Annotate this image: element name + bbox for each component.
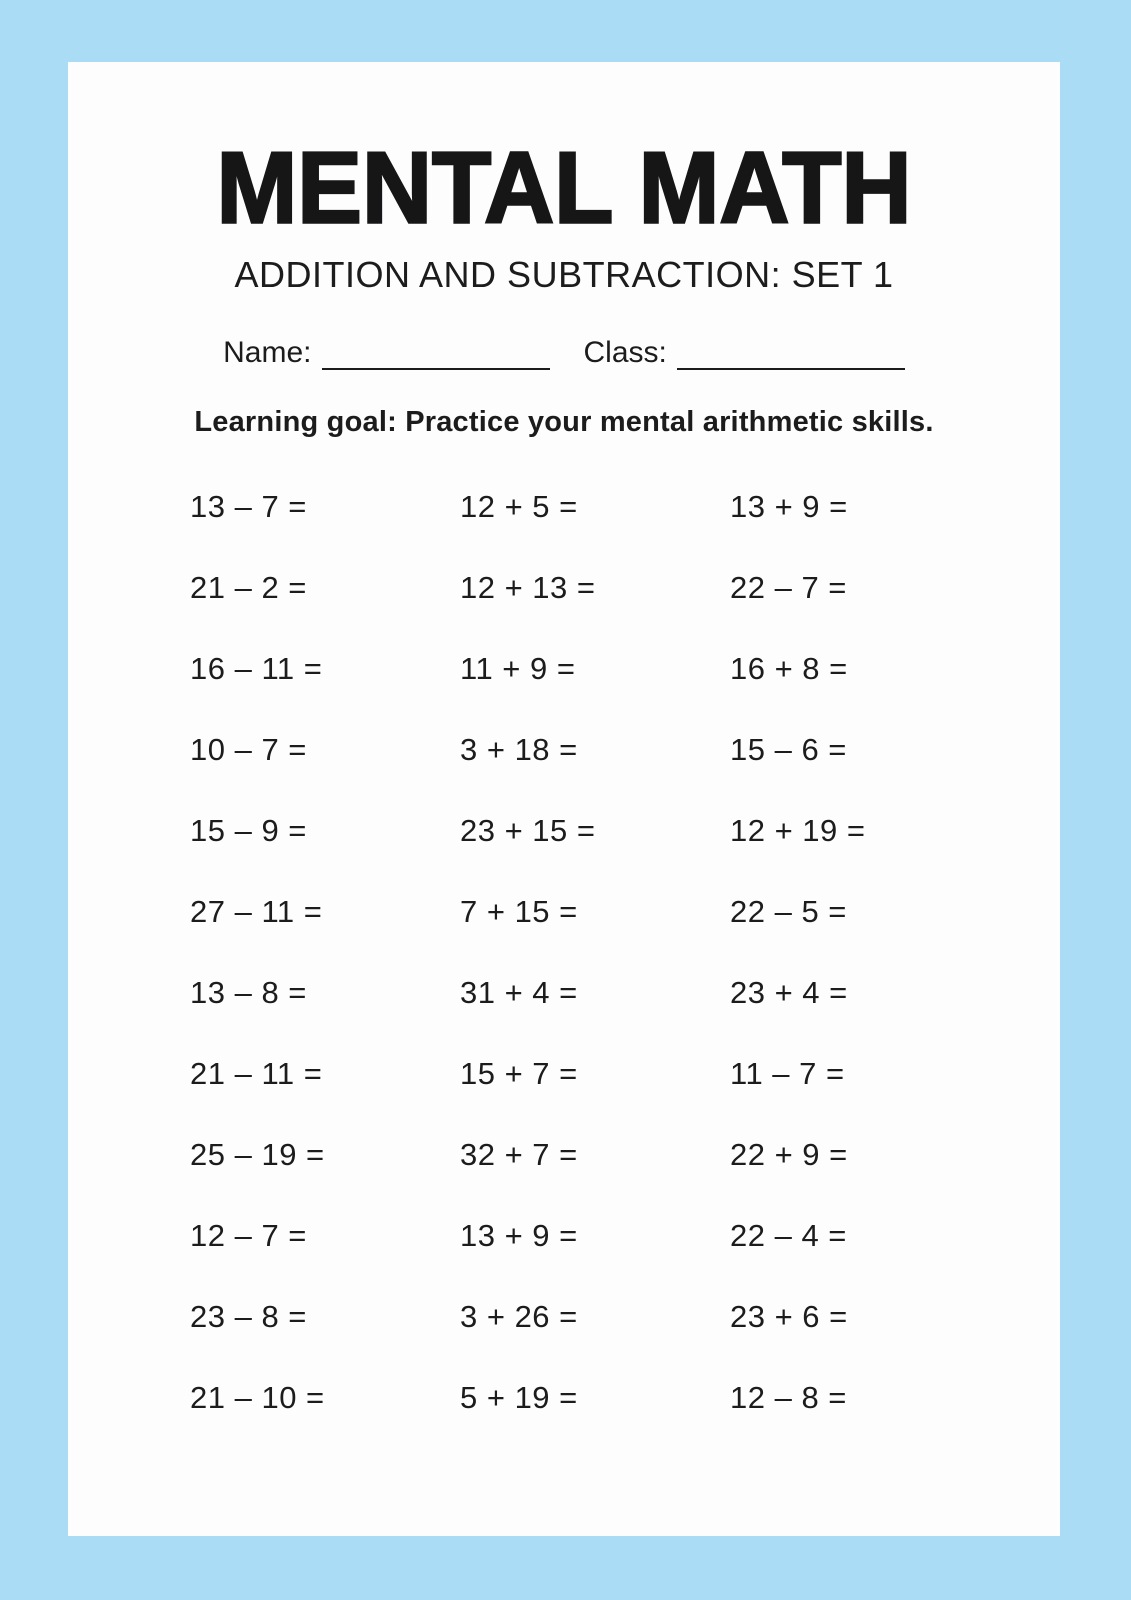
- worksheet-title: MENTAL MATH: [216, 130, 912, 245]
- problem-cell: 31 + 4 =: [460, 975, 578, 1010]
- problem-cell: 23 + 4 =: [730, 975, 848, 1010]
- problem-cell: 22 – 4 =: [730, 1218, 847, 1253]
- problem-cell: 32 + 7 =: [460, 1137, 578, 1172]
- problem-cell: 11 + 9 =: [460, 651, 576, 686]
- worksheet-paper: [68, 62, 1060, 1536]
- problem-cell: 11 – 7 =: [730, 1056, 845, 1091]
- problem-cell: 12 + 13 =: [460, 570, 596, 605]
- problem-cell: 12 + 5 =: [460, 489, 578, 524]
- problem-cell: 12 – 8 =: [730, 1380, 847, 1415]
- problem-cell: 23 + 6 =: [730, 1299, 848, 1334]
- problem-cell: 16 + 8 =: [730, 651, 848, 686]
- problem-cell: 10 – 7 =: [190, 732, 307, 767]
- name-label: Name:: [223, 336, 312, 369]
- problem-cell: 16 – 11 =: [190, 651, 323, 686]
- problem-cell: 25 – 19 =: [190, 1137, 325, 1172]
- problem-cell: 23 + 15 =: [460, 813, 596, 848]
- problem-cell: 13 + 9 =: [460, 1218, 578, 1253]
- problem-cell: 15 + 7 =: [460, 1056, 578, 1091]
- class-blank-line: [677, 336, 905, 370]
- problem-cell: 22 – 7 =: [730, 570, 847, 605]
- problem-cell: 12 – 7 =: [190, 1218, 307, 1253]
- problem-cell: 3 + 26 =: [460, 1299, 578, 1334]
- problem-cell: 5 + 19 =: [460, 1380, 578, 1415]
- problem-cell: 3 + 18 =: [460, 732, 578, 767]
- problem-cell: 27 – 11 =: [190, 894, 323, 929]
- problem-cell: 21 – 2 =: [190, 570, 307, 605]
- problem-cell: 23 – 8 =: [190, 1299, 307, 1334]
- learning-goal: Learning goal: Practice your mental arithmetic skills.: [194, 406, 934, 438]
- problem-cell: 15 – 9 =: [190, 813, 307, 848]
- problem-cell: 22 + 9 =: [730, 1137, 848, 1172]
- problem-cell: 21 – 10 =: [190, 1380, 325, 1415]
- problem-cell: 15 – 6 =: [730, 732, 847, 767]
- name-blank-line: [322, 336, 550, 370]
- problem-cell: 21 – 11 =: [190, 1056, 323, 1091]
- worksheet-subtitle: ADDITION AND SUBTRACTION: SET 1: [234, 254, 894, 295]
- problems-grid: [68, 489, 1060, 1416]
- problem-cell: 13 – 8 =: [190, 975, 307, 1010]
- problem-cell: 22 – 5 =: [730, 894, 847, 929]
- name-class-row: [68, 336, 1060, 370]
- class-label: Class:: [583, 336, 667, 369]
- problem-cell: 13 – 7 =: [190, 489, 307, 524]
- problem-cell: 7 + 15 =: [460, 894, 578, 929]
- problem-cell: 13 + 9 =: [730, 489, 848, 524]
- problem-cell: 12 + 19 =: [730, 813, 866, 848]
